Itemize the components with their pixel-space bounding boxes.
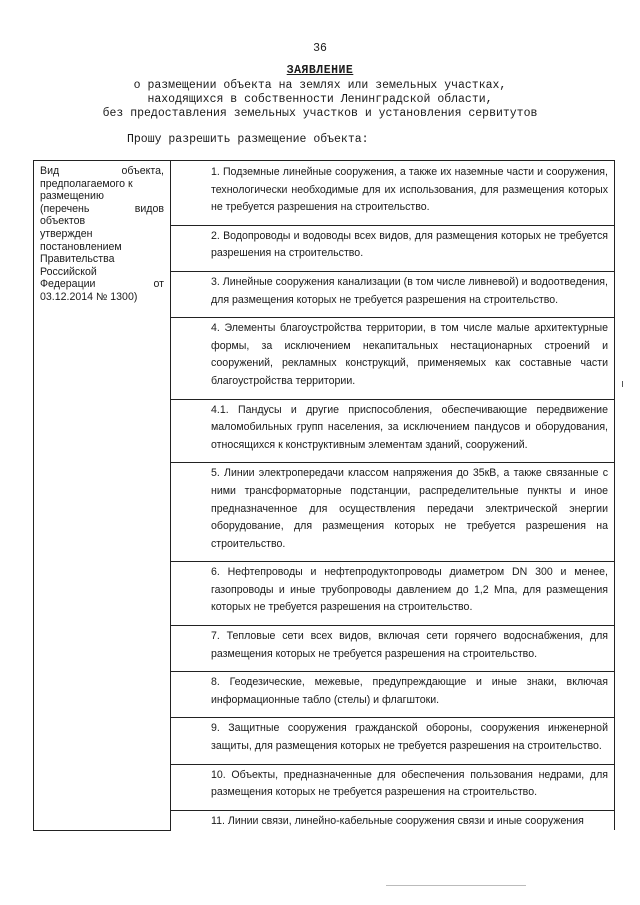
header-line-3: без предоставления земельных участков и установления сервитутов <box>102 107 538 120</box>
left-cell-line: объектов <box>40 215 86 228</box>
left-cell-line: Правительства <box>40 253 115 266</box>
list-item: 5. Линии электропередачи классом напряжения до 35кВ, а также связанные с ними трансформаторные подстанции, распределительные пункты и иное предназначенное для осуществления передачи электрической энергии оборудование, для размещения которых не требуется разрешения на строительство. <box>171 463 614 562</box>
header-line-1: о размещении объекта на землях или земельных участках, <box>133 79 507 92</box>
list-item: 11. Линии связи, линейно-кабельные сооружения связи и иные сооружения <box>211 814 584 827</box>
list-item: 6. Нефтепроводы и нефтепродуктопроводы диаметром DN 300 и менее, газопроводы и иные трубопроводы давлением до 1,2 Мпа, для размещения которых не требуется разрешения на строительство. <box>171 562 614 626</box>
margin-mark <box>622 381 623 387</box>
left-cell-line: Вид объекта, <box>40 165 164 177</box>
object-types-list <box>171 161 615 831</box>
list-item: 3. Линейные сооружения канализации (в том числе ливневой) и водоотведения, для размещения которых не требуется разрешения на строительство. <box>171 272 614 318</box>
list-item: 7. Тепловые сети всех видов, включая сети горячего водоснабжения, для размещения которых не требуется разрешения на строительство. <box>171 626 614 672</box>
left-cell-line: утвержден <box>40 227 93 240</box>
page-number: 36 <box>313 42 327 55</box>
header-line-2: находящихся в собственности Ленинградской области, <box>147 93 493 106</box>
object-type-label-cell <box>34 161 171 831</box>
left-cell-line: (перечень видов <box>40 202 164 215</box>
list-item: 4. Элементы благоустройства территории, в том числе малые архитектурные формы, за исключением некапитальных нестационарных строений и сооружений, рекламных конструкций, применяемых как составные части благоустройства территории. <box>171 318 614 399</box>
document-header <box>60 64 580 121</box>
left-cell-line: постановлением <box>40 240 122 253</box>
list-item: 1. Подземные линейные сооружения, а также их наземные части и сооружения, технологически необходимые для их использования, для размещения которых не требуется разрешения на строительство. <box>171 161 614 226</box>
list-item: 4.1. Пандусы и другие приспособления, обеспечивающие передвижение маломобильных групп населения, за исключением пандусов и оборудования, относящихся к конструктивным элементам зданий, сооружений. <box>171 400 614 464</box>
left-cell-line: Федерации от <box>40 278 164 291</box>
list-item: 2. Водопроводы и водоводы всех видов, для размещения которых не требуется разрешения на строительство. <box>171 226 614 272</box>
list-item: 8. Геодезические, межевые, предупреждающие и иные знаки, включая информационные табло (стелы) и флагштоки. <box>171 672 614 718</box>
left-cell-line: размещению <box>40 190 104 203</box>
left-cell-line: 03.12.2014 № 1300) <box>40 290 138 303</box>
list-item: 10. Объекты, предназначенные для обеспечения пользования недрами, для размещения которых не требуется разрешения на строительство. <box>171 765 614 811</box>
object-type-table <box>33 160 615 831</box>
scan-edge-line <box>386 885 526 886</box>
left-cell-line: предполагаемого к <box>40 177 133 190</box>
left-cell-line: Российской <box>40 265 97 278</box>
document-title: ЗАЯВЛЕНИЕ <box>286 64 354 77</box>
intro-text: Прошу разрешить размещение объекта: <box>127 133 369 146</box>
list-item: 9. Защитные сооружения гражданской обороны, сооружения инженерной защиты, для размещения которых не требуется разрешения на строительство. <box>171 718 614 764</box>
